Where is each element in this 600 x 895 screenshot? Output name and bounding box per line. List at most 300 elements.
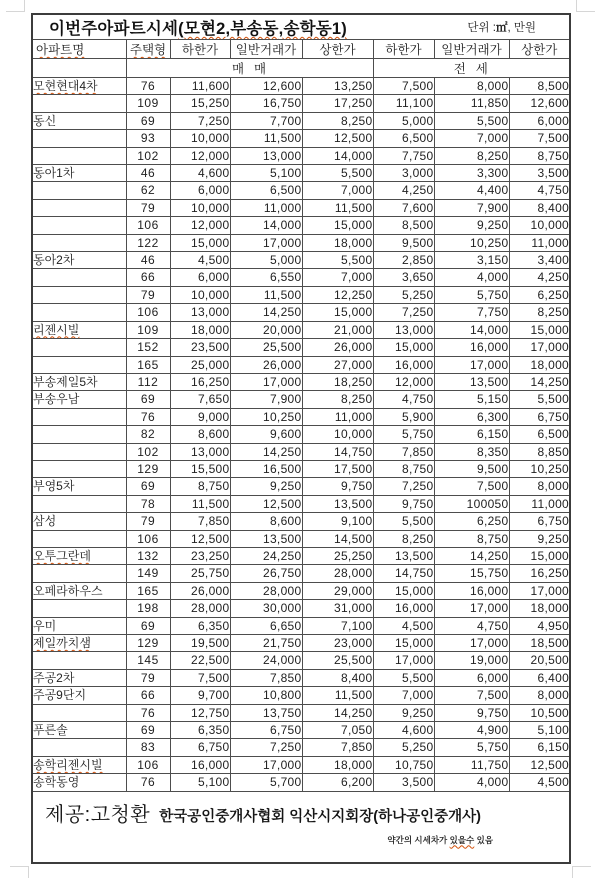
price-cell: 7,500 [509, 130, 570, 147]
price-cell: 14,000 [434, 321, 509, 338]
price-cell: 3,000 [373, 165, 434, 182]
price-cell: 7,000 [302, 182, 373, 199]
price-cell: 25,000 [170, 356, 230, 373]
housing-type-cell: 106 [126, 217, 170, 234]
price-cell: 11,000 [509, 234, 570, 251]
apartment-name-cell: 오페라하우스 [32, 582, 126, 599]
group-header-jeonse: 전 세 [373, 59, 570, 78]
price-cell: 4,250 [373, 182, 434, 199]
price-cell: 5,900 [373, 408, 434, 425]
housing-type-cell: 132 [126, 547, 170, 564]
housing-type-cell: 79 [126, 669, 170, 686]
price-cell: 3,500 [509, 165, 570, 182]
table-row [32, 252, 570, 269]
price-cell: 7,900 [434, 199, 509, 216]
price-cell: 28,000 [170, 600, 230, 617]
price-cell: 5,250 [373, 286, 434, 303]
price-cell: 13,000 [170, 443, 230, 460]
price-cell: 23,500 [170, 339, 230, 356]
price-cell: 7,600 [373, 199, 434, 216]
price-cell: 16,000 [373, 356, 434, 373]
housing-type-cell: 76 [126, 78, 170, 95]
price-cell: 6,350 [170, 617, 230, 634]
price-cell: 6,350 [170, 722, 230, 739]
price-cell: 6,750 [170, 739, 230, 756]
apartment-name-cell: 리젠시빌 [32, 321, 126, 338]
col-header-jeonse-low: 하한가 [373, 40, 434, 59]
price-cell: 4,950 [509, 617, 570, 634]
price-cell: 11,500 [230, 130, 302, 147]
price-cell: 3,500 [373, 774, 434, 791]
apartment-name-cell [32, 95, 126, 112]
price-cell: 26,000 [170, 582, 230, 599]
price-cell: 9,750 [373, 495, 434, 512]
price-cell: 3,300 [434, 165, 509, 182]
price-cell: 13,250 [302, 78, 373, 95]
price-cell: 16,250 [509, 565, 570, 582]
apartment-name-cell [32, 286, 126, 303]
price-cell: 7,500 [170, 669, 230, 686]
apartment-name-cell: 푸른솔 [32, 722, 126, 739]
price-cell: 12,500 [302, 130, 373, 147]
table-row [32, 304, 570, 321]
price-cell: 10,000 [170, 199, 230, 216]
table-row [32, 147, 570, 164]
table-row [32, 356, 570, 373]
price-cell: 7,050 [302, 722, 373, 739]
price-cell: 7,500 [373, 78, 434, 95]
apartment-name-cell [32, 460, 126, 477]
corner-crop-mark [10, 866, 29, 878]
apartment-name-cell [32, 269, 126, 286]
price-cell: 10,250 [230, 408, 302, 425]
price-cell: 21,750 [230, 635, 302, 652]
price-cell: 8,250 [302, 391, 373, 408]
price-cell: 8,600 [230, 513, 302, 530]
price-cell: 18,000 [509, 356, 570, 373]
housing-type-cell: 152 [126, 339, 170, 356]
provider-organization: 한국공인중개사협회 익산시지회장(하나공인중개사) [159, 808, 482, 825]
price-table-body [32, 78, 570, 792]
apartment-name-cell [32, 147, 126, 164]
price-cell: 6,500 [373, 130, 434, 147]
price-cell: 8,000 [509, 478, 570, 495]
price-cell: 25,250 [302, 547, 373, 564]
page-title: 이번주아파트시세(모현2,부송동,송학동1) [49, 20, 347, 38]
price-cell: 7,750 [434, 304, 509, 321]
price-cell: 18,000 [170, 321, 230, 338]
apartment-name-cell: 동신 [32, 112, 126, 129]
table-row [32, 513, 570, 530]
table-row [32, 321, 570, 338]
price-cell: 26,750 [230, 565, 302, 582]
price-cell: 14,000 [302, 147, 373, 164]
price-cell: 5,500 [509, 391, 570, 408]
apartment-name-cell: 제일까치샘 [32, 635, 126, 652]
price-cell: 26,000 [230, 356, 302, 373]
price-cell: 7,250 [230, 739, 302, 756]
price-cell: 8,400 [509, 199, 570, 216]
price-cell: 6,000 [509, 112, 570, 129]
price-cell: 17,000 [434, 600, 509, 617]
price-cell: 4,500 [373, 617, 434, 634]
housing-type-cell: 149 [126, 565, 170, 582]
price-cell: 8,000 [434, 78, 509, 95]
apartment-name-cell [32, 130, 126, 147]
price-cell: 12,000 [373, 373, 434, 390]
housing-type-cell: 66 [126, 687, 170, 704]
price-cell: 12,500 [230, 495, 302, 512]
table-row [32, 426, 570, 443]
table-row [32, 130, 570, 147]
price-cell: 6,200 [302, 774, 373, 791]
price-cell: 11,750 [434, 756, 509, 773]
price-cell: 100050 [434, 495, 509, 512]
price-cell: 23,000 [302, 635, 373, 652]
price-cell: 7,000 [302, 269, 373, 286]
price-cell: 13,000 [373, 321, 434, 338]
price-cell: 16,000 [170, 756, 230, 773]
price-cell: 14,500 [302, 530, 373, 547]
price-cell: 17,000 [434, 635, 509, 652]
price-cell: 14,250 [302, 704, 373, 721]
price-cell: 31,000 [302, 600, 373, 617]
apartment-name-cell [32, 565, 126, 582]
price-cell: 3,150 [434, 252, 509, 269]
apartment-name-cell [32, 426, 126, 443]
price-cell: 8,250 [302, 112, 373, 129]
price-cell: 10,000 [509, 217, 570, 234]
table-row [32, 600, 570, 617]
col-header-sale-general: 일반거래가 [230, 40, 302, 59]
price-cell: 8,750 [509, 147, 570, 164]
price-cell: 12,750 [170, 704, 230, 721]
price-cell: 6,650 [230, 617, 302, 634]
price-cell: 15,000 [302, 304, 373, 321]
apartment-name-cell [32, 199, 126, 216]
group-header-sale: 매 매 [126, 59, 373, 78]
price-cell: 5,100 [509, 722, 570, 739]
price-cell: 4,250 [509, 269, 570, 286]
price-cell: 6,150 [509, 739, 570, 756]
table-row [32, 774, 570, 791]
price-cell: 18,500 [509, 635, 570, 652]
table-row [32, 112, 570, 129]
price-cell: 18,000 [509, 600, 570, 617]
price-cell: 9,250 [509, 530, 570, 547]
price-cell: 9,750 [302, 478, 373, 495]
price-cell: 7,900 [230, 391, 302, 408]
price-cell: 4,750 [509, 182, 570, 199]
price-cell: 6,000 [434, 669, 509, 686]
apartment-name-cell: 부송우남 [32, 391, 126, 408]
apartment-name-cell [32, 217, 126, 234]
table-row [32, 635, 570, 652]
price-cell: 11,500 [302, 199, 373, 216]
table-row [32, 478, 570, 495]
price-cell: 7,250 [373, 304, 434, 321]
price-cell: 4,600 [373, 722, 434, 739]
price-cell: 7,850 [170, 513, 230, 530]
table-row [32, 669, 570, 686]
price-cell: 17,000 [230, 373, 302, 390]
housing-type-cell: 122 [126, 234, 170, 251]
housing-type-cell: 112 [126, 373, 170, 390]
price-cell: 9,700 [170, 687, 230, 704]
price-cell: 15,250 [170, 95, 230, 112]
price-cell: 14,750 [373, 565, 434, 582]
price-cell: 24,000 [230, 652, 302, 669]
price-cell: 10,250 [434, 234, 509, 251]
price-cell: 8,500 [509, 78, 570, 95]
table-row [32, 269, 570, 286]
housing-type-cell: 82 [126, 426, 170, 443]
price-cell: 14,250 [434, 547, 509, 564]
price-cell: 15,000 [509, 547, 570, 564]
price-cell: 12,600 [230, 78, 302, 95]
price-cell: 4,600 [170, 165, 230, 182]
price-cell: 8,400 [302, 669, 373, 686]
housing-type-cell: 79 [126, 286, 170, 303]
price-cell: 6,000 [170, 182, 230, 199]
table-row [32, 530, 570, 547]
price-cell: 15,000 [509, 321, 570, 338]
table-row [32, 722, 570, 739]
apartment-name-cell [32, 339, 126, 356]
housing-type-cell: 109 [126, 321, 170, 338]
price-cell: 5,250 [373, 739, 434, 756]
apartment-name-cell [32, 739, 126, 756]
housing-type-cell: 66 [126, 269, 170, 286]
table-row [32, 182, 570, 199]
price-cell: 4,750 [373, 391, 434, 408]
price-cell: 8,750 [373, 460, 434, 477]
group-header-row [32, 59, 570, 78]
col-header-jeonse-high: 상한가 [509, 40, 570, 59]
table-row [32, 704, 570, 721]
housing-type-cell: 129 [126, 635, 170, 652]
price-cell: 14,000 [230, 217, 302, 234]
price-cell: 5,500 [302, 165, 373, 182]
price-cell: 7,850 [302, 739, 373, 756]
price-cell: 14,250 [509, 373, 570, 390]
price-cell: 15,750 [434, 565, 509, 582]
price-cell: 16,000 [434, 582, 509, 599]
table-row [32, 95, 570, 112]
price-cell: 15,500 [170, 460, 230, 477]
price-cell: 10,800 [230, 687, 302, 704]
price-cell: 9,250 [230, 478, 302, 495]
table-row [32, 199, 570, 216]
price-cell: 4,400 [434, 182, 509, 199]
price-cell: 8,600 [170, 426, 230, 443]
price-cell: 28,000 [302, 565, 373, 582]
price-cell: 7,700 [230, 112, 302, 129]
price-cell: 8,350 [434, 443, 509, 460]
column-header-row [32, 40, 570, 59]
housing-type-cell: 102 [126, 147, 170, 164]
apartment-name-cell [32, 530, 126, 547]
price-cell: 7,500 [434, 687, 509, 704]
table-row [32, 391, 570, 408]
price-cell: 6,150 [434, 426, 509, 443]
price-cell: 20,500 [509, 652, 570, 669]
price-cell: 14,250 [230, 443, 302, 460]
price-cell: 12,600 [509, 95, 570, 112]
price-cell: 6,000 [170, 269, 230, 286]
price-cell: 4,500 [509, 774, 570, 791]
price-cell: 6,750 [230, 722, 302, 739]
price-cell: 24,250 [230, 547, 302, 564]
housing-type-cell: 198 [126, 600, 170, 617]
table-row [32, 286, 570, 303]
price-cell: 9,750 [434, 704, 509, 721]
price-cell: 19,000 [434, 652, 509, 669]
price-cell: 11,000 [302, 408, 373, 425]
apartment-name-cell [32, 495, 126, 512]
price-cell: 8,750 [434, 530, 509, 547]
price-cell: 17,000 [230, 234, 302, 251]
price-cell: 6,250 [509, 286, 570, 303]
table-row [32, 339, 570, 356]
housing-type-cell: 109 [126, 95, 170, 112]
price-cell: 19,500 [170, 635, 230, 652]
price-cell: 8,250 [373, 530, 434, 547]
col-header-sale-low: 하한가 [170, 40, 230, 59]
price-cell: 17,000 [373, 652, 434, 669]
price-cell: 12,000 [170, 217, 230, 234]
apartment-name-cell: 주공2차 [32, 669, 126, 686]
price-cell: 11,500 [302, 687, 373, 704]
price-cell: 3,650 [373, 269, 434, 286]
price-cell: 12,250 [302, 286, 373, 303]
price-cell: 7,650 [170, 391, 230, 408]
price-cell: 5,500 [302, 252, 373, 269]
table-row [32, 547, 570, 564]
price-cell: 21,000 [302, 321, 373, 338]
price-cell: 11,100 [373, 95, 434, 112]
unit-label: 단위 :㎡, 만원 [467, 22, 537, 34]
table-row [32, 78, 570, 95]
price-cell: 9,000 [170, 408, 230, 425]
table-row [32, 687, 570, 704]
price-cell: 10,500 [509, 704, 570, 721]
price-cell: 16,000 [434, 339, 509, 356]
table-row [32, 460, 570, 477]
apartment-name-cell: 송학리젠시빌 [32, 756, 126, 773]
provider-line [33, 792, 569, 827]
price-cell: 15,000 [170, 234, 230, 251]
price-cell: 9,250 [434, 217, 509, 234]
table-row [32, 495, 570, 512]
housing-type-cell: 46 [126, 252, 170, 269]
housing-type-cell: 76 [126, 408, 170, 425]
price-cell: 13,000 [230, 147, 302, 164]
price-cell: 10,250 [509, 460, 570, 477]
price-cell: 8,500 [373, 217, 434, 234]
price-cell: 9,500 [373, 234, 434, 251]
price-cell: 8,250 [434, 147, 509, 164]
price-cell: 17,000 [434, 356, 509, 373]
housing-type-cell: 78 [126, 495, 170, 512]
apartment-name-cell: 부송제일5차 [32, 373, 126, 390]
table-row [32, 617, 570, 634]
price-cell: 12,500 [170, 530, 230, 547]
price-cell: 18,250 [302, 373, 373, 390]
price-cell: 15,000 [373, 635, 434, 652]
apartment-name-cell [32, 182, 126, 199]
price-cell: 16,750 [230, 95, 302, 112]
price-cell: 13,500 [434, 373, 509, 390]
apartment-name-cell: 모현현대4차 [32, 78, 126, 95]
price-cell: 8,250 [509, 304, 570, 321]
price-cell: 9,600 [230, 426, 302, 443]
housing-type-cell: 106 [126, 756, 170, 773]
apartment-name-cell [32, 356, 126, 373]
price-cell: 26,000 [302, 339, 373, 356]
apartment-name-cell [32, 234, 126, 251]
price-cell: 5,750 [434, 739, 509, 756]
price-cell: 25,750 [170, 565, 230, 582]
price-cell: 5,750 [434, 286, 509, 303]
price-cell: 13,000 [170, 304, 230, 321]
price-cell: 11,000 [509, 495, 570, 512]
price-cell: 7,250 [170, 112, 230, 129]
housing-type-cell: 69 [126, 112, 170, 129]
price-cell: 9,250 [373, 704, 434, 721]
price-cell: 16,500 [230, 460, 302, 477]
price-cell: 3,400 [509, 252, 570, 269]
price-cell: 17,000 [230, 756, 302, 773]
price-cell: 8,750 [170, 478, 230, 495]
price-cell: 7,000 [434, 130, 509, 147]
price-cell: 13,500 [373, 547, 434, 564]
apartment-name-cell: 주공9단지 [32, 687, 126, 704]
apartment-name-cell: 부영5차 [32, 478, 126, 495]
price-cell: 11,500 [170, 495, 230, 512]
price-cell: 27,000 [302, 356, 373, 373]
apartment-name-cell: 동아2차 [32, 252, 126, 269]
table-row [32, 739, 570, 756]
table-row [32, 443, 570, 460]
apartment-name-cell: 삼성 [32, 513, 126, 530]
price-cell: 8,000 [509, 687, 570, 704]
price-cell: 11,000 [230, 199, 302, 216]
price-cell: 6,500 [230, 182, 302, 199]
price-cell: 6,500 [509, 426, 570, 443]
price-cell: 10,000 [170, 286, 230, 303]
apartment-name-cell [32, 600, 126, 617]
price-cell: 18,000 [302, 756, 373, 773]
apartment-name-cell: 동아1차 [32, 165, 126, 182]
price-cell: 15,000 [302, 217, 373, 234]
price-cell: 20,000 [230, 321, 302, 338]
housing-type-cell: 46 [126, 165, 170, 182]
col-header-sale-high: 상한가 [302, 40, 373, 59]
price-cell: 7,250 [373, 478, 434, 495]
price-cell: 17,500 [302, 460, 373, 477]
housing-type-cell: 69 [126, 391, 170, 408]
housing-type-cell: 62 [126, 182, 170, 199]
price-cell: 11,500 [230, 286, 302, 303]
table-row [32, 234, 570, 251]
price-cell: 5,100 [230, 165, 302, 182]
price-cell: 10,750 [373, 756, 434, 773]
price-cell: 25,500 [230, 339, 302, 356]
apartment-name-cell [32, 443, 126, 460]
price-cell: 22,500 [170, 652, 230, 669]
price-cell: 9,100 [302, 513, 373, 530]
